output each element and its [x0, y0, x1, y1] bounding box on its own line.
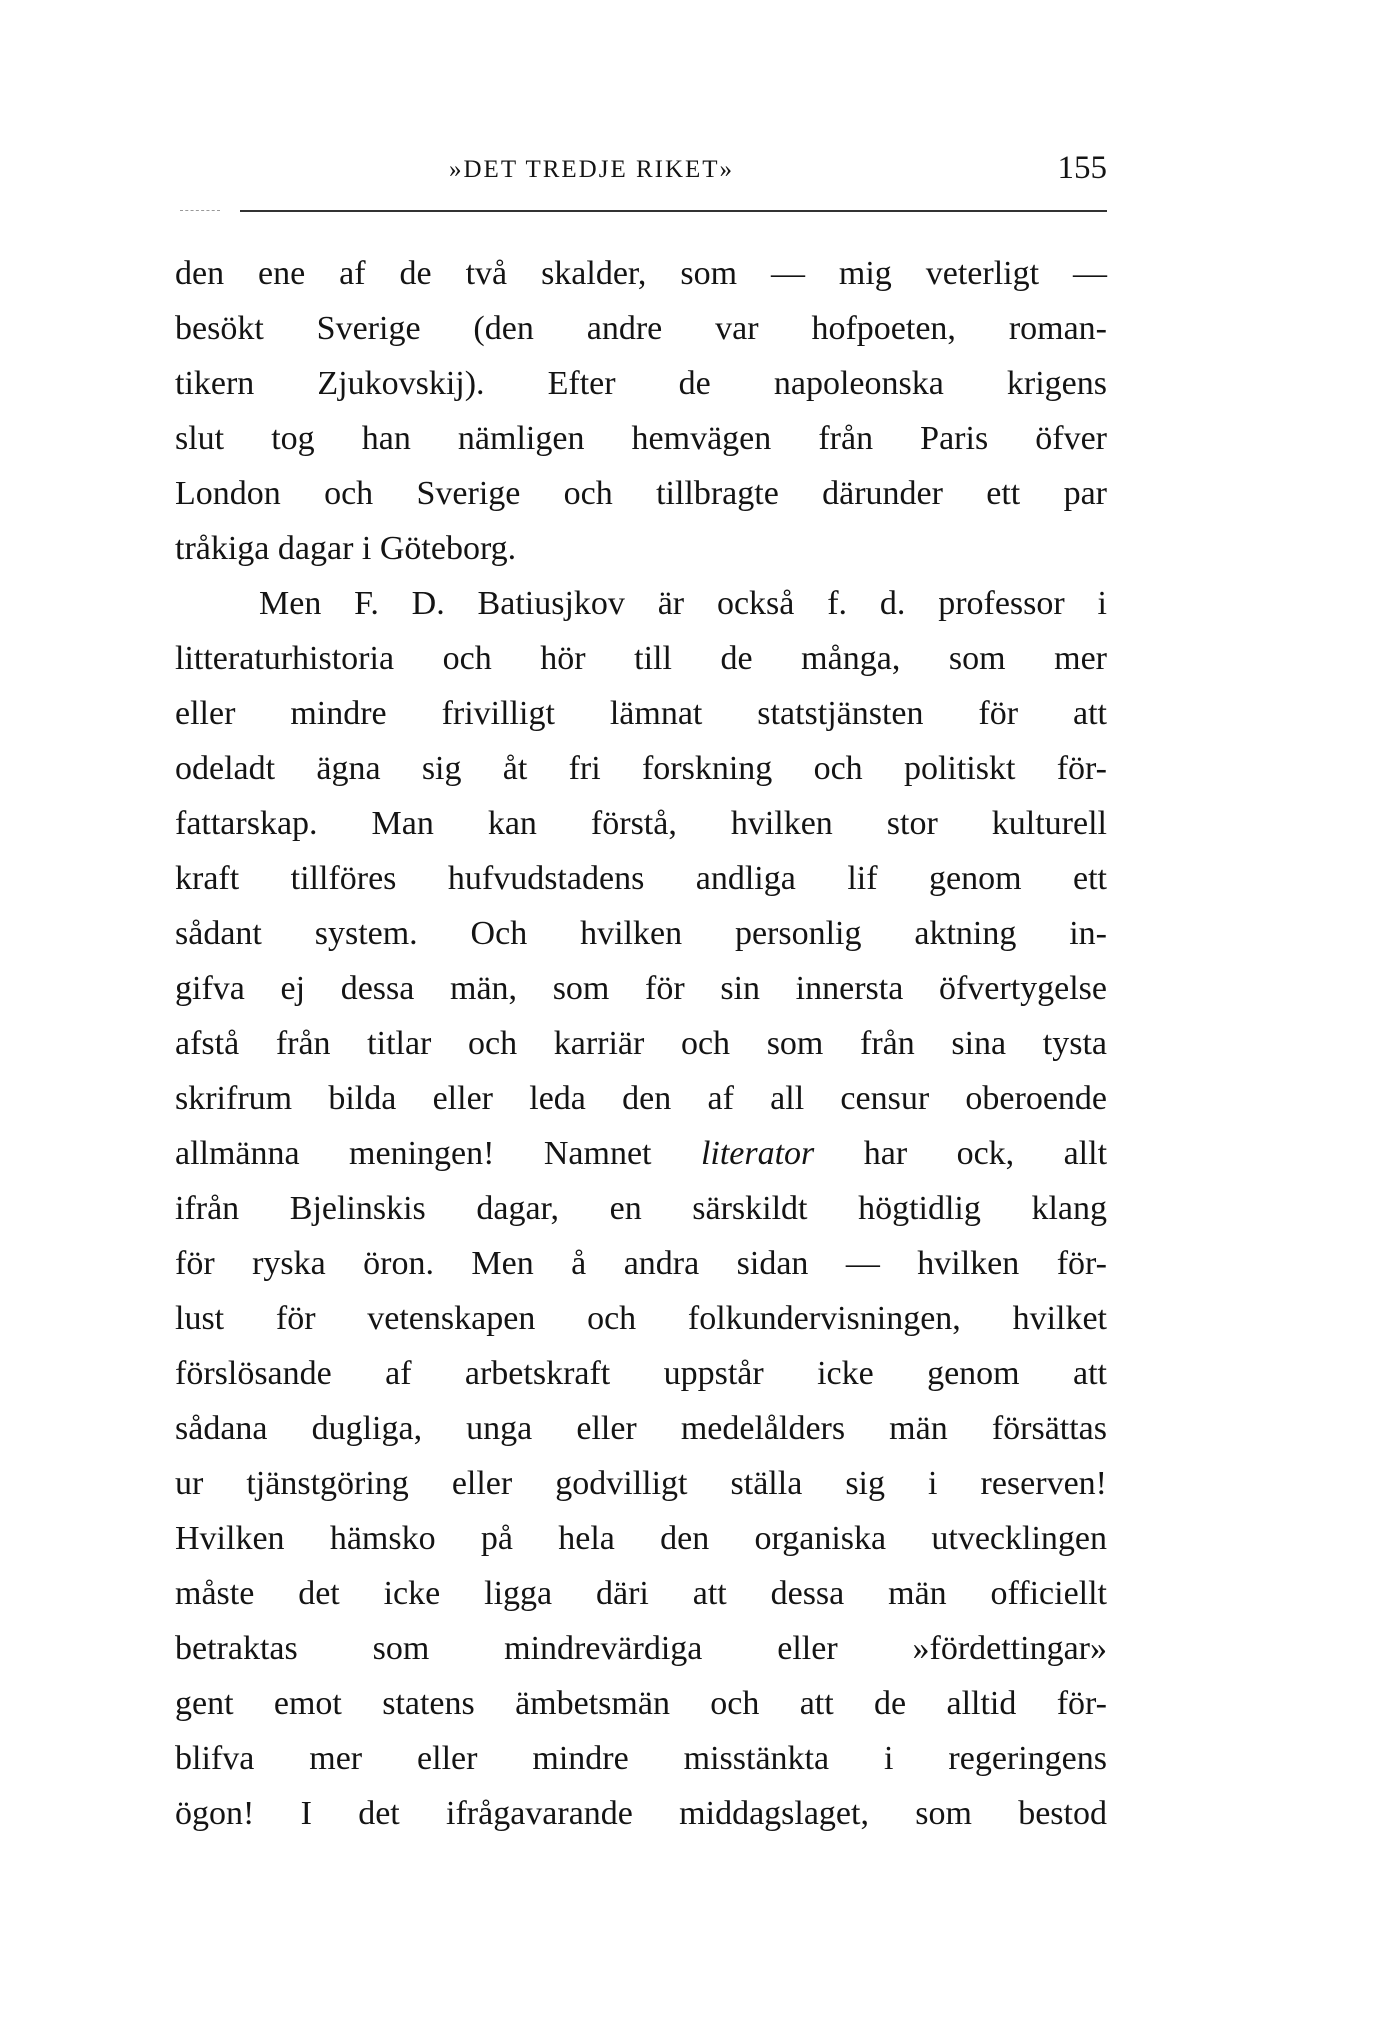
text-line: ur tjänstgöring eller godvilligt ställa sig i reserven!: [175, 1465, 1107, 1502]
text-line: Men F. D. Batiusjkov är också f. d. professor i: [259, 585, 1107, 622]
text-line: litteraturhistoria och hör till de många, som mer: [175, 640, 1107, 677]
text-line: skrifrum bilda eller leda den af all censur oberoende: [175, 1080, 1107, 1117]
text-segment: allmänna meningen!: [175, 1135, 495, 1172]
text-line: ögon! I det ifrågavarande middagslaget, som bestod: [175, 1795, 1107, 1832]
text-line: ifrån Bjelinskis dagar, en särskildt högtidlig klang: [175, 1190, 1107, 1227]
text-segment: Namnet: [543, 1135, 652, 1172]
text-line: besökt Sverige (den andre var hofpoeten, roman-: [175, 310, 1107, 347]
text-line: betraktas som mindrevärdiga eller »fördettingar»: [175, 1630, 1107, 1667]
text-line: för ryska öron. Men å andra sidan — hvilken för-: [175, 1245, 1107, 1282]
text-line: gent emot statens ämbetsmän och att de alltid för-: [175, 1685, 1107, 1722]
text-line: London och Sverige och tillbragte därunder ett par: [175, 475, 1107, 512]
page-number: 155: [1057, 150, 1107, 186]
text-line: kraft tillföres hufvudstadens andliga lif genom ett: [175, 860, 1107, 897]
header-rule: [240, 210, 1107, 212]
text-line: slut tog han nämligen hemvägen från Paris öfver: [175, 420, 1107, 457]
text-line: förslösande af arbetskraft uppstår icke genom att: [175, 1355, 1107, 1392]
text-line: eller mindre frivilligt lämnat statstjänsten för att: [175, 695, 1107, 732]
text-line: fattarskap. Man kan förstå, hvilken stor kulturell: [175, 805, 1107, 842]
text-line: odeladt ägna sig åt fri forskning och politiskt för-: [175, 750, 1107, 787]
text-line: den ene af de två skalder, som — mig veterligt —: [175, 255, 1107, 292]
text-line: blifva mer eller mindre misstänkta i regeringens: [175, 1740, 1107, 1777]
text-line: Hvilken hämsko på hela den organiska utvecklingen: [175, 1520, 1107, 1557]
text-line: sådant system. Och hvilken personlig aktning in-: [175, 915, 1107, 952]
text-line: tikern Zjukovskij). Efter de napoleonska krigens: [175, 365, 1107, 402]
body-text: [175, 246, 1107, 1841]
running-title: »DET TREDJE RIKET»: [449, 156, 735, 183]
italic-term: literator: [700, 1135, 815, 1172]
text-line: lust för vetenskapen och folkundervisningen, hvilket: [175, 1300, 1107, 1337]
text-line-mixed: [175, 1126, 1107, 1181]
text-line: gifva ej dessa män, som för sin innersta öfvertygelse: [175, 970, 1107, 1007]
page-header: [175, 150, 1107, 194]
text-line: måste det icke ligga däri att dessa män officiellt: [175, 1575, 1107, 1612]
text-line: tråkiga dagar i Göteborg.: [175, 530, 517, 567]
header-rule-stub: [180, 210, 220, 211]
text-line: sådana dugliga, unga eller medelålders män försättas: [175, 1410, 1107, 1447]
text-line: afstå från titlar och karriär och som från sina tysta: [175, 1025, 1107, 1062]
text-segment: har ock, allt: [863, 1135, 1108, 1172]
